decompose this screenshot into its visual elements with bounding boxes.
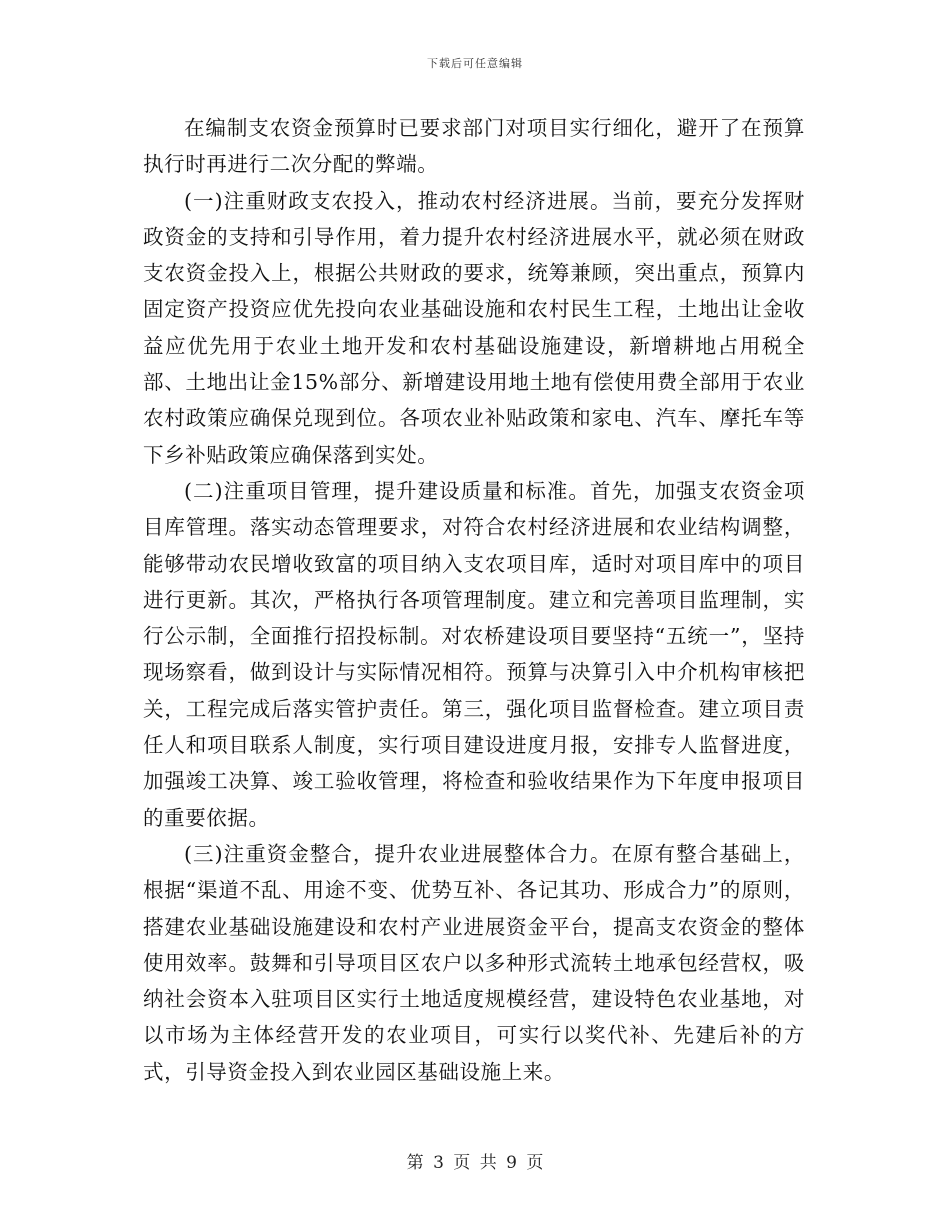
paragraph-section-3: (三)注重资金整合，提升农业进展整体合力。在原有整合基础上，根据“渠道不乱、用途不变、优势互补、各记其功、形成合力”的原则，搭建农业基础设施建设和农村产业进展资金平台，提高支农资金的整体使用效率。鼓舞和引导项目区农户以多种形式流转土地承包经营权，吸纳社会资本入驻项目区实行土地适度规模经营，建设特色农业基地，对以市场为主体经营开发的农业项目，可实行以奖代补、先建后补的方式，引导资金投入到农业园区基础设施上来。 [143, 841, 805, 1084]
paragraph-section-2: (二)注重项目管理，提升建设质量和标准。首先，加强支农资金项目库管理。落实动态管理要求，对符合农村经济进展和农业结构调整，能够带动农民增收致富的项目纳入支农项目库，适时对项目库中的项目进行更新。其次，严格执行各项管理制度。建立和完善项目监理制，实行公示制，全面推行招投标制。对农桥建设项目要坚持“五统一”，坚持现场察看，做到设计与实际情况相符。预算与决算引入中介机构审核把关，工程完成后落实管护责任。第三，强化项目监督检查。建立项目责任人和项目联系人制度，实行项目建设进度月报，安排专人监督进度，加强竣工决算、竣工验收管理，将检查和验收结果作为下年度申报项目的重要依据。 [143, 478, 805, 830]
page-number: 第 3 页 共 9 页 [406, 1153, 544, 1173]
page-header: 下载后可任意编辑 [427, 57, 523, 70]
paragraph-section-1: (一)注重财政支农投入，推动农村经济进展。当前，要充分发挥财政资金的支持和引导作用，着力提升农村经济进展水平，就必须在财政支农资金投入上，根据公共财政的要求，统筹兼顾，突出重点，预算内固定资产投资应优先投向农业基础设施和农村民生工程，土地出让金收益应优先用于农业土地开发和农村基础设施建设，新增耕地占用税全部、土地出让金15%部分、新增建设用地土地有偿使用费全部用于农业农村政策应确保兑现到位。各项农业补贴政策和家电、汽车、摩托车等下乡补贴政策应确保落到实处。 [143, 188, 805, 467]
paragraph: 在编制支农资金预算时已要求部门对项目实行细化，避开了在预算执行时再进行二次分配的弊端。 [143, 116, 805, 177]
document-body [143, 110, 805, 1090]
